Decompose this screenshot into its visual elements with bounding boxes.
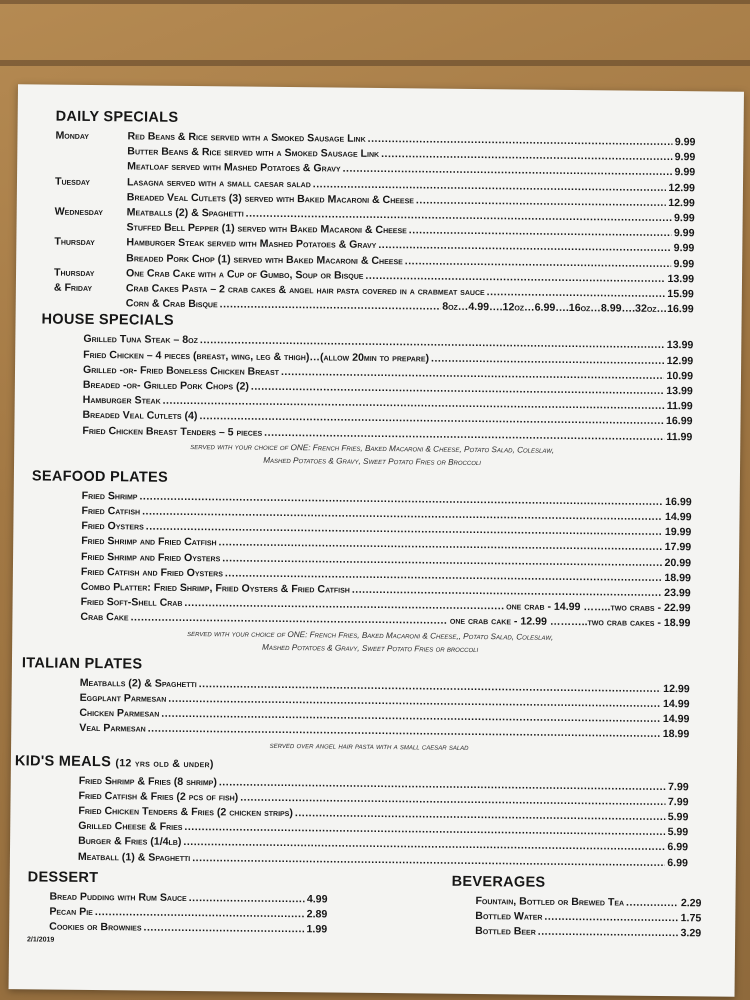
leader-dots	[189, 891, 305, 907]
menu-item-name: Meatballs (2) & Spaghetti	[79, 676, 197, 690]
menu-item-price: 9.99	[673, 227, 695, 240]
menu-item-price: 9.99	[673, 212, 695, 225]
menu-item-name: Eggplant Parmesan	[79, 691, 167, 705]
italian-note: served over angel hair pasta with a small caesar salad	[269, 740, 469, 752]
leader-dots	[626, 895, 679, 911]
menu-item-name: Grilled -or- Fried Boneless Chicken Breast	[82, 363, 280, 378]
day-label: Thursday	[53, 266, 95, 279]
menu-item-price: 4.99	[306, 892, 328, 906]
italian-plates-list	[49, 675, 690, 743]
daily-specials-list	[54, 129, 696, 318]
leader-dots	[538, 925, 679, 942]
day-label	[55, 169, 127, 170]
kids-meals-title	[15, 753, 689, 776]
bench-plank-gap	[0, 0, 750, 4]
menu-item-price: 5.99	[667, 810, 689, 824]
menu-item-name: Hamburger Steak	[82, 394, 161, 407]
menu-item-name: Bottled Beer	[475, 925, 536, 938]
kids-meals-age-limit: (12 yrs old & under)	[115, 756, 214, 770]
menu-item-price: 9.99	[673, 257, 695, 270]
menu-item-price: 1.75	[680, 912, 702, 925]
menu-item-price: 12.99	[668, 196, 695, 210]
day-label	[55, 154, 127, 155]
menu-item-name: Red Beans & Rice served with a Smoked Sausage Link	[127, 130, 366, 145]
menu-item-name: Fried Shrimp and Fried Catfish	[81, 535, 217, 549]
menu-item-name: Combo Platter: Fried Shrimp, Fried Oysters & Fried Catfish	[80, 580, 350, 596]
kids-meals-heading: KID'S MEALS	[14, 752, 112, 770]
menu-item-name: Bread Pudding with Rum Sauce	[49, 890, 187, 904]
menu-item-price: 13.99	[666, 385, 693, 398]
menu-item-name: Fried Shrimp & Fries (8 shrimp)	[78, 774, 217, 788]
menu-item-price: 6.99	[667, 841, 689, 854]
menu-item-name: Breaded -or- Grilled Pork Chops (2)	[82, 378, 249, 393]
menu-item-name: Hamburger Steak served with Mashed Potatoes & Gravy	[126, 236, 377, 252]
menu-item-name: Fried Catfish	[81, 504, 141, 518]
menu-item-name: Cookies or Brownies	[49, 920, 142, 934]
menu-item-name: Butter Beans & Rice served with a Smoked Sausage Link	[127, 145, 380, 161]
menu-item-price: 1.99	[306, 923, 328, 936]
menu-item-price: 9.99	[673, 242, 695, 255]
beverages-column	[451, 872, 702, 951]
menu-item-price: 20.99	[664, 556, 692, 569]
menu-item-name: Fried Soft-Shell Crab	[80, 596, 183, 610]
day-label: Tuesday	[54, 175, 91, 188]
menu-item-price: 8oz…4.99….12oz…6.99….16oz…8.99….32oz…16.99	[442, 300, 694, 316]
seafood-sides-note-1: served with your choice of ONE: French Fries, Baked Macaroni & Cheese,, Potato Salad, Coleslaw,	[187, 628, 554, 642]
menu-item-name: Burger & Fries (1/4lb)	[78, 835, 182, 849]
menu-item-name: Fried Shrimp and Fried Oysters	[81, 550, 221, 565]
seafood-sides-note-2: Mashed Potatoes & Gravy, Sweet Potato Fries or broccoli	[261, 642, 479, 654]
house-sides-note-1: served with your choice of ONE: French Fries, Baked Macaroni & Cheese, Potato Salad, Coleslaw,	[190, 441, 555, 455]
menu-item-name: Pecan Pie	[49, 905, 93, 918]
day-label: Monday	[55, 129, 90, 142]
menu-item-price: 13.99	[667, 272, 695, 286]
leader-dots	[143, 921, 304, 938]
menu-item-price: 11.99	[666, 430, 693, 443]
menu-item-price: 13.99	[666, 339, 694, 352]
dessert-title: DESSERT	[27, 869, 99, 886]
seafood-plates-title: SEAFOOD PLATES	[31, 468, 169, 486]
menu-item-name: Breaded Veal Cutlets (3) served with Baked Macaroni & Cheese	[126, 191, 415, 207]
menu-item-price: one crab - 14.99 ……..two crabs - 22.99	[506, 600, 691, 615]
menu-date: 2/1/2019	[27, 936, 55, 944]
leader-dots	[220, 298, 441, 316]
menu-item-price: 9.99	[674, 136, 696, 149]
menu-item-price: 9.99	[674, 166, 696, 179]
menu-item-name: Grilled Tuna Steak – 8oz	[83, 333, 198, 347]
menu-item-name: One Crab Cake with a Cup of Gumbo, Soup or Bisque	[125, 267, 364, 282]
menu-item-name: Fried Chicken – 4 pieces (breast, wing, leg & thigh)…(allow 20min to prepare)	[83, 348, 430, 365]
italian-plates-title: ITALIAN PLATES	[21, 654, 143, 673]
menu-item-price: 9.99	[674, 151, 696, 164]
menu-item-name: Fried Chicken Tenders & Fries (2 chicken strips)	[78, 804, 293, 820]
menu-item-name: Fried Chicken Breast Tenders – 5 pieces	[82, 424, 263, 439]
menu-item-name: Fried Catfish and Fried Oysters	[80, 565, 223, 580]
bench-plank-gap	[0, 60, 750, 66]
menu-item-price: one crab cake - 12.99 ………..two crab cakes - 18.99	[449, 615, 691, 630]
dessert-beverages-row	[27, 867, 702, 950]
dessert-list	[27, 889, 327, 938]
day-label: Wednesday	[54, 205, 104, 219]
menu-item-price: 18.99	[664, 571, 691, 585]
menu-content	[14, 107, 702, 951]
menu-item-name: Fried Catfish & Fries (2 pcs of fish)	[78, 789, 239, 804]
menu-item-name: Crab Cake	[80, 611, 129, 624]
beverages-title: BEVERAGES	[451, 873, 546, 891]
menu-item-price: 12.99	[668, 181, 696, 194]
menu-item-price: 16.99	[665, 415, 693, 428]
menu-item-price: 7.99	[668, 780, 689, 793]
menu-item-name: Breaded Veal Cutlets (4)	[82, 409, 198, 423]
menu-item-price: 14.99	[662, 697, 690, 711]
day-label: & Friday	[53, 281, 93, 295]
menu-item-price: 18.99	[662, 728, 690, 741]
menu-item-price: 5.99	[667, 826, 689, 839]
kids-meals-list	[48, 773, 689, 871]
day-label	[54, 260, 126, 261]
menu-item-row	[475, 924, 701, 942]
day-label	[55, 199, 127, 200]
menu-item-name: Fried Oysters	[81, 520, 144, 533]
menu-item-price: 10.99	[666, 369, 694, 383]
menu-item-price: 17.99	[664, 541, 692, 554]
menu-item-price: 23.99	[664, 587, 691, 600]
menu-item-price: 12.99	[666, 354, 694, 367]
menu-item-name: Stuffed Bell Pepper (1) served with Baked Macaroni & Cheese	[126, 221, 407, 237]
menu-item-price: 6.99	[667, 856, 688, 869]
menu-item-price: 15.99	[667, 288, 694, 301]
seafood-plates-list	[50, 488, 691, 632]
menu-item-price: 16.99	[665, 495, 692, 509]
menu-item-name: Lasagna served with a small caesar salad	[126, 175, 311, 190]
house-specials-list	[52, 332, 693, 445]
menu-item-price: 19.99	[664, 526, 692, 539]
beverages-list	[451, 894, 701, 942]
menu-item-name: Grilled Cheese & Fries	[78, 819, 183, 834]
menu-item-name: Fried Shrimp	[81, 489, 138, 503]
menu-item-name: Meatballs (2) & Spaghetti	[126, 206, 244, 220]
menu-item-name: Corn & Crab Bisque	[125, 297, 218, 311]
menu-item-price: 3.29	[680, 927, 702, 940]
daily-specials-title: DAILY SPECIALS	[55, 108, 179, 126]
menu-sheet	[9, 84, 744, 997]
menu-item-price: 12.99	[663, 682, 690, 695]
menu-item-row	[49, 920, 327, 938]
menu-item-name: Crab Cakes Pasta – 2 crab cakes & angel hair pasta covered in a crabmeat sauce	[125, 282, 485, 299]
menu-item-name: Chicken Parmesan	[79, 706, 160, 720]
menu-item-name: Breaded Pork Chop (1) served with Baked Macaroni & Cheese	[126, 251, 403, 267]
menu-item-price: 7.99	[667, 795, 689, 808]
dessert-column	[27, 867, 328, 947]
house-specials-title: HOUSE SPECIALS	[41, 311, 174, 330]
menu-item-name: Veal Parmesan	[79, 722, 146, 735]
menu-item-price: 11.99	[666, 400, 693, 413]
menu-item-name: Meatloaf served with Mashed Potatoes & Gravy	[127, 160, 341, 175]
menu-item-price: 14.99	[662, 713, 690, 726]
day-label: Thursday	[54, 236, 95, 249]
menu-item-name: Bottled Water	[475, 909, 543, 923]
menu-item-price: 14.99	[664, 511, 692, 524]
menu-item-name: Meatball (1) & Spaghetti	[77, 850, 191, 864]
day-label	[54, 306, 126, 307]
menu-item-price: 2.89	[306, 908, 328, 921]
house-sides-note-2: Mashed Potatoes & Gravy, Sweet Potato Fries or Broccoli	[263, 455, 481, 467]
leader-dots	[544, 910, 678, 927]
menu-item-name: Fountain, Bottled or Brewed Tea	[475, 894, 625, 909]
menu-item-price: 2.29	[680, 896, 702, 910]
day-label	[54, 230, 126, 231]
